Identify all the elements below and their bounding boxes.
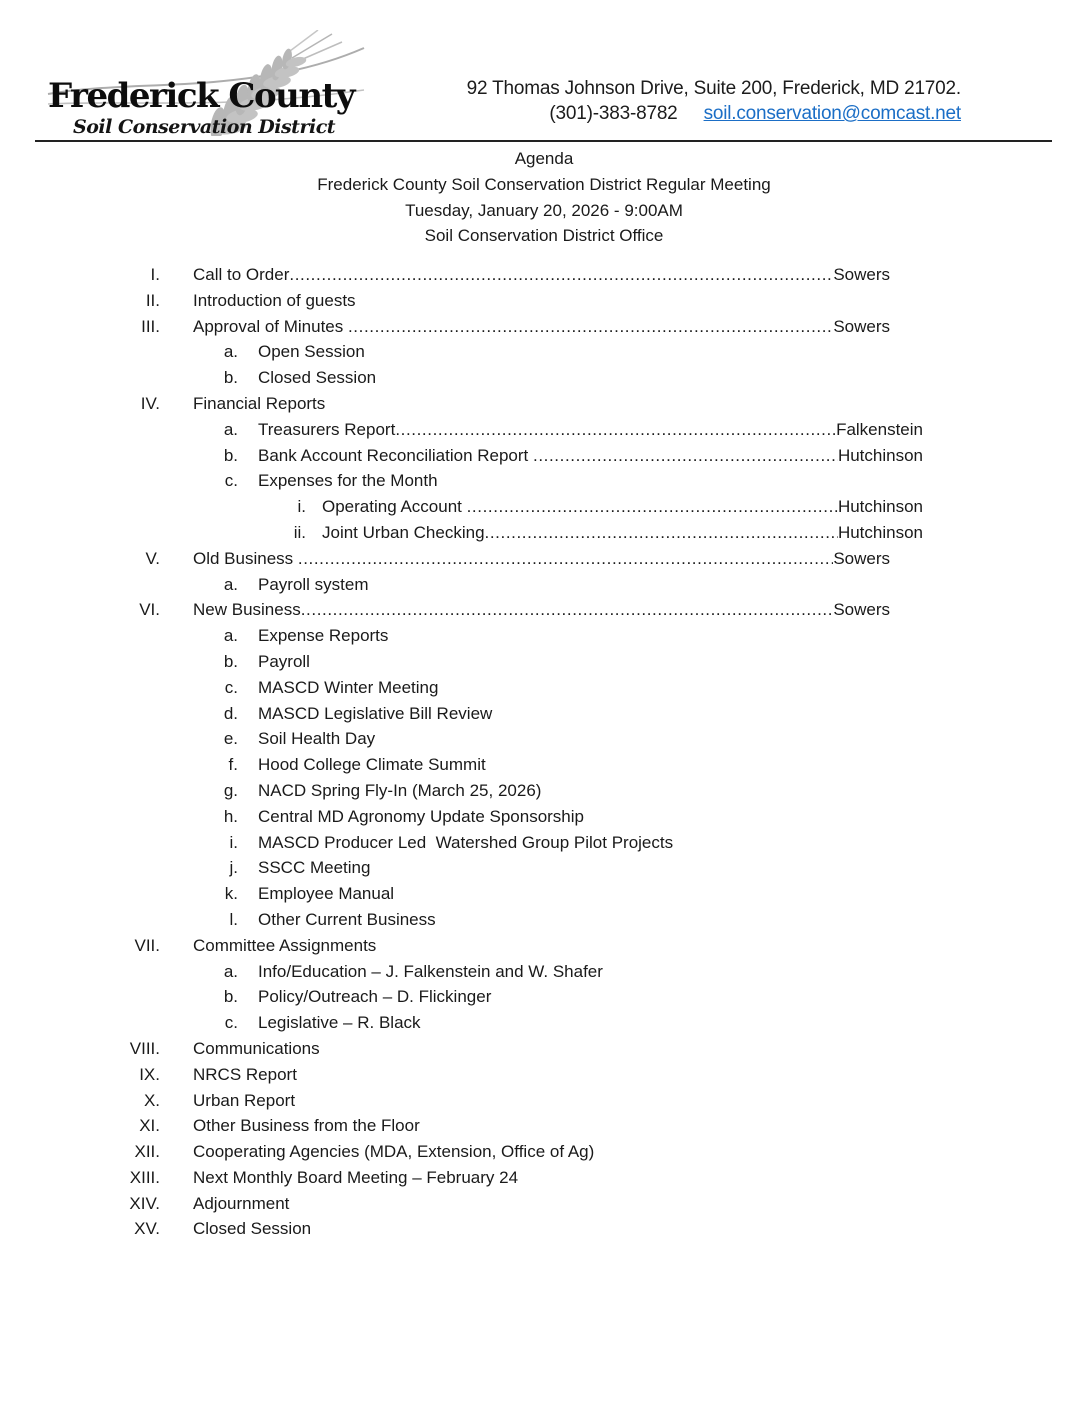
item-label: Employee Manual [258,884,395,904]
item-label: Soil Health Day [258,729,376,749]
item-label: Call to Order [193,265,290,284]
item-label: Committee Assignments [193,935,377,955]
dot-leader [485,520,838,546]
agenda-item [0,959,1088,985]
agenda-item [0,262,1088,288]
item-number: d. [223,703,238,723]
agenda-item [0,597,1088,623]
item-presenter: Sowers [833,265,890,284]
item-number: e. [223,729,238,749]
item-presenter: Hutchinson [837,445,923,465]
item-label: MASCD Winter Meeting [258,677,439,697]
item-number: XV. [134,1219,160,1239]
item-number: b. [223,368,238,388]
agenda-item [0,417,1088,443]
agenda-item [0,1062,1088,1088]
agenda-item [0,1036,1088,1062]
item-number: X. [143,1090,160,1110]
item-label: Legislative – R. Black [258,1013,421,1033]
item-presenter: Sowers [833,548,890,568]
agenda-item [0,881,1088,907]
item-label: Payroll [258,651,310,671]
item-label: Other Current Business [258,909,436,929]
item-number: c. [224,677,238,697]
item-number: f. [228,755,238,775]
item-number: g. [223,780,238,800]
item-number: VII. [134,935,160,955]
item-number: V. [145,548,160,568]
agenda-item [0,1113,1088,1139]
doc-subtitle: Frederick County Soil Conservation District Regular Meeting [317,174,771,194]
item-label: Operating Account [322,497,467,517]
agenda-item [0,572,1088,598]
item-number: I. [150,265,160,284]
agenda-list [0,262,1088,1242]
item-number: h. [223,806,238,826]
agenda-item [0,1191,1088,1217]
item-label: Financial Reports [193,393,326,413]
item-label: NRCS Report [193,1064,297,1084]
item-number: k. [224,884,238,904]
item-label: Cooperating Agencies (MDA, Extension, Office of Ag) [193,1142,595,1162]
item-label: Expense Reports [258,626,389,646]
item-number: VI. [139,600,160,620]
agenda-item [0,443,1088,469]
item-label: Other Business from the Floor [193,1116,420,1136]
agenda-item [0,494,1088,520]
item-number: b. [223,445,238,465]
agenda-item [0,778,1088,804]
item-label: Bank Account Reconciliation Report [258,445,533,465]
agenda-item [0,830,1088,856]
item-number: ii. [293,522,306,542]
item-number: j. [229,858,238,878]
item-number: III. [141,316,160,336]
doc-datetime: Tuesday, January 20, 2026 - 9:00AM [405,200,683,220]
item-label: Closed Session [258,368,377,388]
dot-leader [533,443,838,469]
item-number: a. [223,342,238,362]
item-number: c. [224,471,238,491]
agenda-item [0,288,1088,314]
item-number: c. [224,1013,238,1033]
item-number: i. [297,497,306,517]
agenda-item [0,726,1088,752]
item-label: NACD Spring Fly-In (March 25, 2026) [258,780,542,800]
agenda-item [0,907,1088,933]
item-number: XIV. [129,1193,160,1213]
header-divider [35,140,1052,142]
item-label: Introduction of guests [193,290,356,310]
item-number: XI. [139,1116,160,1136]
logo [46,30,366,136]
agenda-item [0,1165,1088,1191]
agenda-item [0,675,1088,701]
item-label: Central MD Agronomy Update Sponsorship [258,806,584,826]
item-number: b. [223,987,238,1007]
address-line: 92 Thomas Johnson Drive, Suite 200, Frederick, MD 21702. [466,78,961,99]
logo-title: Frederick County [48,76,355,116]
item-label: Hood College Climate Summit [258,755,486,775]
item-label: Next Monthly Board Meeting – February 24 [193,1167,519,1187]
item-label: Adjournment [193,1193,290,1213]
agenda-item [0,546,1088,572]
item-presenter: Sowers [833,600,890,620]
agenda-item [0,1139,1088,1165]
agenda-item [0,752,1088,778]
item-presenter: Falkenstein [836,419,923,439]
item-label: MASCD Legislative Bill Review [258,703,493,723]
item-number: IV. [140,393,160,413]
item-number: i. [229,832,238,852]
dot-leader [298,546,833,572]
item-label: Info/Education – J. Falkenstein and W. Shafer [258,961,603,981]
agenda-item [0,391,1088,417]
item-label: Expenses for the Month [258,471,438,491]
phone-number: (301)-383-8782 [549,103,678,124]
dot-leader [301,597,834,623]
contact-line [467,101,961,126]
item-presenter: Hutchinson [837,497,923,517]
agenda-item [0,933,1088,959]
dot-leader [395,417,836,443]
agenda-item [0,623,1088,649]
logo-subtitle: Soil Conservation District [73,116,336,138]
item-label: SSCC Meeting [258,858,371,878]
item-number: IX. [139,1064,160,1084]
item-number: XII. [134,1142,160,1162]
agenda-item [0,1088,1088,1114]
dot-leader [289,262,833,288]
dot-leader [348,314,833,340]
item-number: a. [223,574,238,594]
item-label: New Business [193,600,301,620]
title-block [0,146,1088,249]
item-presenter: Hutchinson [837,522,923,542]
item-label: Payroll system [258,574,369,594]
item-presenter: Sowers [833,316,890,336]
agenda-item [0,339,1088,365]
agenda-item [0,855,1088,881]
item-label: MASCD Producer Led Watershed Group Pilot Projects [258,832,674,852]
agenda-item [0,468,1088,494]
doc-title: Agenda [514,149,574,168]
item-label: Urban Report [193,1090,296,1110]
item-number: a. [223,961,238,981]
item-label: Policy/Outreach – D. Flickinger [258,987,492,1007]
item-number: b. [223,651,238,671]
address-block [467,76,961,126]
agenda-item [0,804,1088,830]
item-label: Approval of Minutes [193,316,348,336]
item-number: l. [229,909,238,929]
agenda-item [0,365,1088,391]
doc-location: Soil Conservation District Office [424,226,664,246]
item-number: a. [223,419,238,439]
agenda-item [0,314,1088,340]
item-label: Closed Session [193,1219,312,1239]
item-label: Old Business [193,548,298,568]
item-label: Joint Urban Checking [322,522,485,542]
item-number: VIII. [129,1038,160,1058]
item-number: XIII. [129,1167,160,1187]
agenda-item [0,520,1088,546]
item-number: II. [145,290,160,310]
email-link[interactable]: soil.conservation@comcast.net [703,103,961,124]
agenda-item [0,701,1088,727]
item-label: Treasurers Report [258,419,396,439]
agenda-item [0,649,1088,675]
agenda-item [0,984,1088,1010]
item-label: Open Session [258,342,365,362]
item-number: a. [223,626,238,646]
agenda-item [0,1010,1088,1036]
item-label: Communications [193,1038,320,1058]
agenda-item [0,1216,1088,1242]
dot-leader [467,494,838,520]
